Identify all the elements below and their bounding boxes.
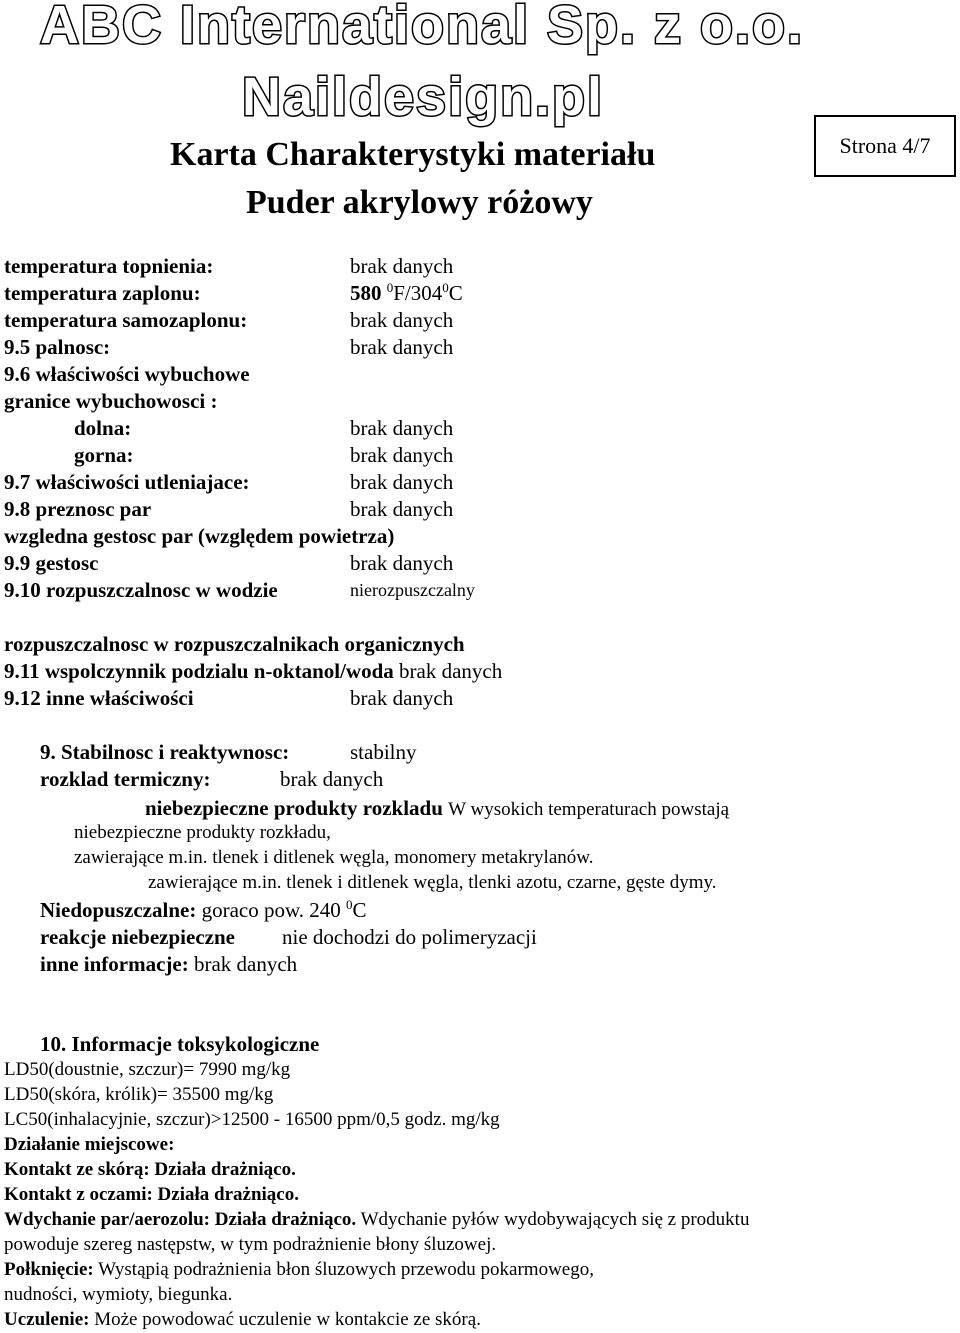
organic-solubility-label: rozpuszczalnosc w rozpuszczalnikach organicznych xyxy=(4,632,465,656)
water-solubility-value: nierozpuszczalny xyxy=(350,580,475,600)
document-title: Karta Charakterystyki materiału xyxy=(170,136,656,173)
vapour-pressure-value: brak danych xyxy=(350,497,454,521)
flash-value: 580 $^0F/304^0C$ xyxy=(350,280,463,305)
ingestion-row: Połknięcie: Wystąpią podrażnienia błon śluzowych przewodu pokarmowego, xyxy=(4,1259,594,1280)
explosive-label: 9.6 właściwości wybuchowe xyxy=(4,362,250,386)
hazardous-products-line2: niebezpieczne produkty rozkładu, xyxy=(74,822,331,843)
ld50-oral: LD50(doustnie, szczur)= 7990 mg/kg xyxy=(4,1059,291,1080)
eye-contact: Kontakt z oczami: Działa drażniąco. xyxy=(4,1184,299,1205)
lc50-inhalation: LC50(inhalacyjnie, szczur)>12500 - 16500 ppm/0,5 godz. mg/kg xyxy=(4,1109,500,1130)
local-effects-label: Działanie miejscowe: xyxy=(4,1134,175,1155)
decomposition-value: brak danych xyxy=(280,767,384,791)
ld50-skin: LD50(skóra, królik)= 35500 mg/kg xyxy=(4,1084,274,1105)
water-solubility-label: 9.10 rozpuszczalnosc w wodzie xyxy=(4,578,278,602)
partition-row: 9.11 wspolczynnik podzialu n-oktanol/woda brak danych xyxy=(4,659,503,683)
hazardous-products-line3: zawierające m.in. tlenek i ditlenek węgla, monomery metakrylanów. xyxy=(74,847,594,868)
skin-contact: Kontakt ze skórą: Działa drażniąco. xyxy=(4,1159,296,1180)
page-number-box xyxy=(814,115,956,177)
other-properties-value: brak danych xyxy=(350,686,454,710)
density-value: brak danych xyxy=(350,551,454,575)
other-properties-label: 9.12 inne właściwości xyxy=(4,686,194,710)
lower-limit-value: brak danych xyxy=(350,416,454,440)
upper-limit-label: gorna: xyxy=(74,443,134,467)
other-info-row: inne informacje: brak danych xyxy=(40,952,298,976)
stability-heading: 9. Stabilnosc i reaktywnosc: xyxy=(40,740,290,764)
inhalation-line2: powoduje szereg następstw, w tym podrażnienie błony śluzowej. xyxy=(4,1234,497,1255)
oxidizing-label: 9.7 właściwości utleniajace: xyxy=(4,470,250,494)
ingestion-line2: nudności, wymioty, biegunka. xyxy=(4,1284,233,1305)
unacceptable-row: Niedopuszczalne: goraco pow. 240 $^0$C xyxy=(40,897,367,922)
autoignition-value: brak danych xyxy=(350,308,454,332)
vapour-pressure-label: 9.8 preznosc par xyxy=(4,497,152,521)
flammability-label: 9.5 palnosc: xyxy=(4,335,111,359)
stability-value: stabilny xyxy=(350,740,417,764)
autoignition-label: temperatura samozaplonu: xyxy=(4,308,248,332)
dangerous-reactions-value: nie dochodzi do polimeryzacji xyxy=(282,925,537,949)
flash-label: temperatura zaplonu: xyxy=(4,281,201,305)
company-name: ABC International Sp. z o.o. xyxy=(40,0,805,55)
hazardous-products-line4: zawierające m.in. tlenek i ditlenek węgla, tlenki azotu, czarne, gęste dymy. xyxy=(148,872,717,893)
sensitization-row: Uczulenie: Może powodować uczulenie w kontakcie ze skórą. xyxy=(4,1309,481,1330)
inhalation-row: Wdychanie par/aerozolu: Działa drażniąco. Wdychanie pyłów wydobywających się z produktu xyxy=(4,1209,750,1230)
site-name: Naildesign.pl xyxy=(242,67,605,127)
flammability-value: brak danych xyxy=(350,335,454,359)
decomposition-label: rozklad termiczny: xyxy=(40,767,211,791)
melting-label: temperatura topnienia: xyxy=(4,254,214,278)
hazardous-products-row: niebezpieczne produkty rozkladu W wysokich temperaturach powstają xyxy=(145,796,730,820)
vapour-density-label: wzgledna gestosc par (względem powietrza) xyxy=(4,524,395,548)
upper-limit-value: brak danych xyxy=(350,443,454,467)
density-label: 9.9 gestosc xyxy=(4,551,99,575)
toxicology-heading: 10. Informacje toksykologiczne xyxy=(40,1032,320,1056)
melting-value: brak danych xyxy=(350,254,454,278)
oxidizing-value: brak danych xyxy=(350,470,454,494)
lower-limit-label: dolna: xyxy=(74,416,132,440)
dangerous-reactions-label: reakcje niebezpieczne xyxy=(40,925,235,949)
page-number: Strona 4/7 xyxy=(839,133,931,158)
product-name: Puder akrylowy różowy xyxy=(246,184,593,221)
explosion-limits-label: granice wybuchowosci : xyxy=(4,389,218,413)
